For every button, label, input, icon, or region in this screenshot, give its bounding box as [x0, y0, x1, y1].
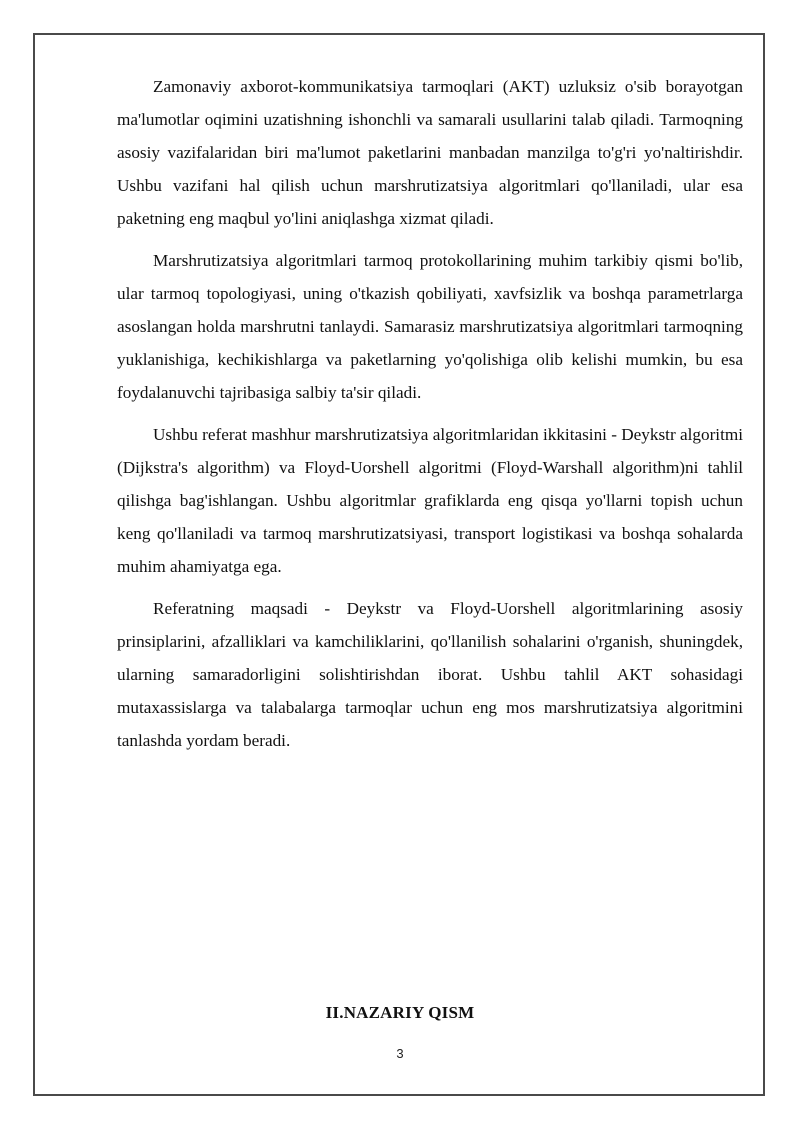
paragraph-intro: Zamonaviy axborot-kommunikatsiya tarmoqlari (AKT) uzluksiz o'sib borayotgan ma'lumotlar oqimini uzatishning ishonchli va samarali usullarini talab qiladi. Tarmoqning asosiy vazifalaridan biri ma'lumot paketlarini manbadan manzilga to'g'ri yo'naltirishdir. Ushbu vazifani hal qilish uchun marshrutizatsiya algoritmlari qo'llaniladi, ular esa paketning eng maqbul yo'lini aniqlashga xizmat qiladi. — [117, 77, 743, 228]
page-number: 3 — [396, 1046, 404, 1061]
section-heading: II.NAZARIY QISM — [325, 1003, 475, 1022]
paragraph-report-goal: Referatning maqsadi - Deykstr va Floyd-Uorshell algoritmlarining asosiy prinsiplarini, afzalliklari va kamchiliklarini, qo'llanilish sohalarini o'rganish, shuningdek, ularning samaradorligini solishtirishdan iborat. Ushbu tahlil AKT sohasidagi mutaxassislarga va talabalarga tarmoqlar uchun eng mos marshrutizatsiya algoritmini tanlashda yordam beradi. — [117, 599, 743, 750]
paragraph-routing-algorithms: Marshrutizatsiya algoritmlari tarmoq protokollarining muhim tarkibiy qismi bo'lib, ular tarmoq topologiyasi, uning o'tkazish qobiliyati, xavfsizlik va boshqa parametrlarga asoslangan holda marshrutni tanlaydi. Samarasiz marshrutizatsiya algoritmlari tarmoqning yuklanishiga, kechikishlarga va paketlarning yo'qolishiga olib kelishi mumkin, bu esa foydalanuvchi tajribasiga salbiy ta'sir qiladi. — [117, 251, 743, 402]
paragraph-report-scope: Ushbu referat mashhur marshrutizatsiya algoritmlaridan ikkitasini - Deykstr algoritmi (Dijkstra's algorithm) va Floyd-Uorshell algoritmi (Floyd-Warshall algorithm)ni tahlil qilishga bag'ishlangan. Ushbu algoritmlar grafiklarda eng qisqa yo'llarni topish uchun keng qo'llaniladi va tarmoq marshrutizatsiyasi, transport logistikasi va boshqa sohalarda muhim ahamiyatga ega. — [117, 425, 743, 576]
document-body — [117, 70, 743, 766]
